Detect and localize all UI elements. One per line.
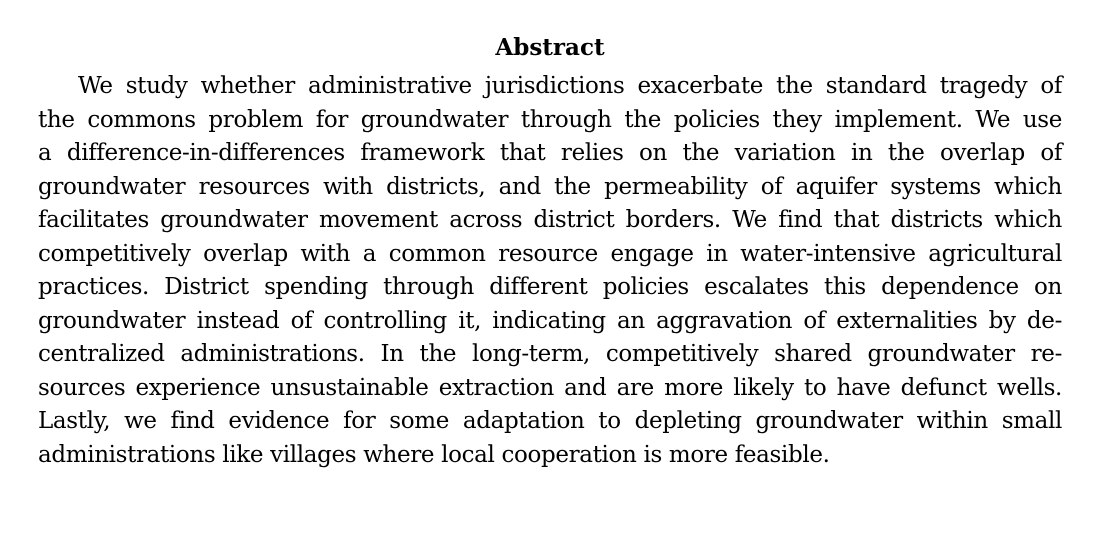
abstract-body bbox=[38, 70, 1062, 472]
abstract-line: administrations like villages where local cooperation is more feasible. bbox=[38, 441, 830, 468]
abstract-line: the commons problem for groundwater through the policies they implement. We use bbox=[38, 106, 1062, 133]
abstract-line: Lastly, we find evidence for some adaptation to depleting groundwater within small bbox=[38, 408, 1062, 434]
abstract-section bbox=[38, 30, 1062, 472]
abstract-heading: Abstract bbox=[495, 34, 605, 61]
abstract-line: groundwater instead of controlling it, indicating an aggravation of externalities by de- bbox=[38, 307, 1062, 334]
abstract-line: sources experience unsustainable extraction and are more likely to have defunct wells. bbox=[38, 374, 1062, 401]
abstract-line: We study whether administrative jurisdictions exacerbate the standard tragedy of bbox=[78, 73, 1062, 99]
abstract-line: practices. District spending through different policies escalates this dependence on bbox=[38, 274, 1062, 300]
abstract-line: a difference-in-differences framework that relies on the variation in the overlap of bbox=[38, 140, 1062, 166]
abstract-line: centralized administrations. In the long-term, competitively shared groundwater re- bbox=[38, 341, 1062, 367]
abstract-line: groundwater resources with districts, and the permeability of aquifer systems which bbox=[38, 173, 1062, 200]
abstract-line: facilitates groundwater movement across district borders. We find that districts which bbox=[38, 207, 1062, 233]
abstract-line: competitively overlap with a common resource engage in water-intensive agricultural bbox=[38, 240, 1062, 267]
